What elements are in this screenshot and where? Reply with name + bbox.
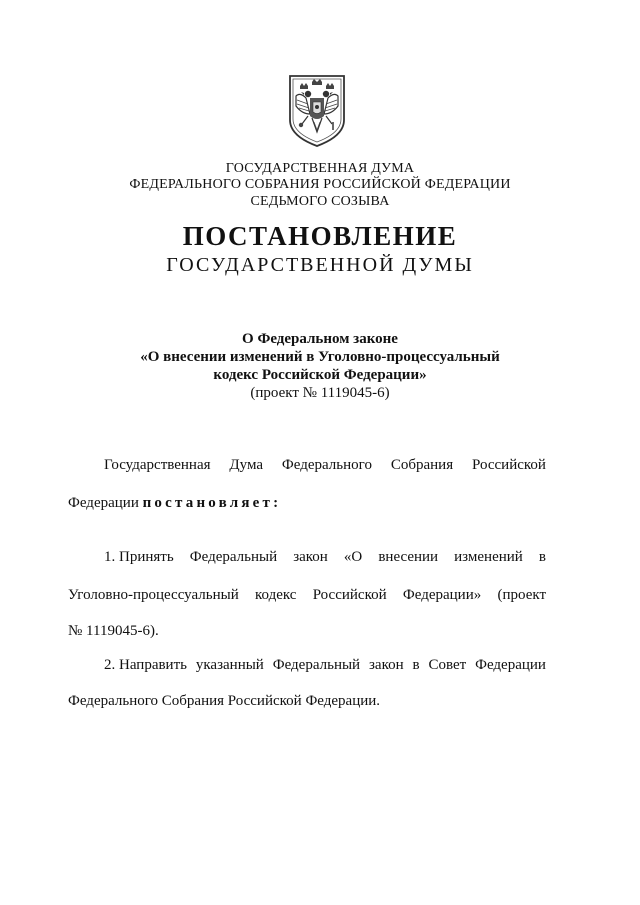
item-word: 2. Направить (104, 657, 187, 673)
item-1-line-2 (68, 586, 546, 604)
item-word: Российской (312, 587, 387, 603)
item-word: Федеральный (272, 657, 361, 673)
preamble-line-2 (68, 494, 281, 512)
item-word: Совет (428, 657, 467, 673)
item-word: кодекс (254, 587, 297, 603)
item-word: Федерации» (402, 587, 482, 603)
document-subtitle: ГОСУДАРСТВЕННОЙ ДУМЫ (166, 254, 474, 276)
item-word: «О (343, 549, 363, 565)
item-word: закон (368, 657, 404, 673)
subject-line-2: «О внесении изменений в Уголовно-процессуальный (140, 349, 500, 365)
item-1-line-3: № 1119045-6). (68, 623, 159, 639)
item-word: в (412, 657, 420, 673)
preamble-word: Федерации (68, 495, 139, 511)
item-2-line-1 (104, 656, 546, 674)
preamble-word: Собрания (390, 457, 454, 473)
item-word: (проект (497, 587, 546, 603)
subject-line-1: О Федеральном законе (242, 331, 398, 347)
item-word: Федерации (475, 657, 546, 673)
preamble-line-1 (104, 456, 546, 474)
item-1-line-1 (104, 548, 546, 566)
preamble-word: Государственная (104, 457, 211, 473)
item-word: 1. Принять (104, 549, 174, 565)
item-word: Федеральный (189, 549, 278, 565)
russian-coat-of-arms-icon (282, 70, 352, 150)
item-word: Уголовно-процессуальный (68, 587, 239, 603)
issuer-line-3: СЕДЬМОГО СОЗЫВА (250, 194, 390, 209)
item-2-line-2: Федерального Собрания Российской Федерации. (68, 693, 381, 709)
preamble-word: Федерального (281, 457, 372, 473)
item-word: изменений (454, 549, 523, 565)
subject-line-3: кодекс Российской Федерации» (213, 367, 427, 383)
project-number: (проект № 1119045-6) (250, 385, 390, 401)
preamble-word: Дума (229, 457, 264, 473)
item-word: в (538, 549, 546, 565)
resolution-verb: постановляет: (142, 495, 282, 511)
preamble-word: Российской (472, 457, 546, 473)
item-word: внесении (378, 549, 439, 565)
document-title: ПОСТАНОВЛЕНИЕ (182, 221, 458, 251)
issuer-line-1: ГОСУДАРСТВЕННАЯ ДУМА (225, 161, 415, 176)
item-word: указанный (195, 657, 264, 673)
item-word: закон (293, 549, 328, 565)
issuer-line-2: ФЕДЕРАЛЬНОГО СОБРАНИЯ РОССИЙСКОЙ ФЕДЕРАЦИИ (129, 177, 511, 192)
